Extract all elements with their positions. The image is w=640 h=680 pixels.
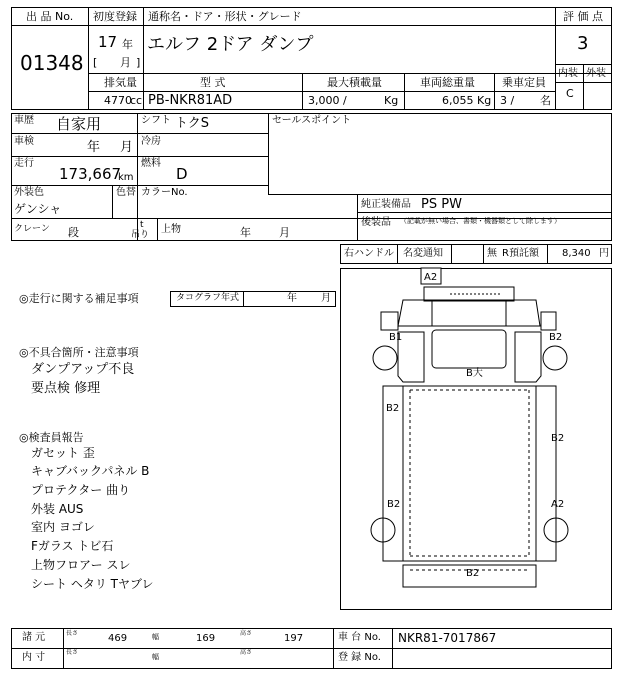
mileage-value: 173,667 bbox=[59, 165, 122, 183]
interior-height-label: 高さ bbox=[240, 649, 253, 656]
year-unit: 年 bbox=[122, 38, 133, 51]
inspector-line: 上物フロアー スレ bbox=[31, 558, 131, 572]
inspector-line: Fガラス トビ石 bbox=[31, 539, 114, 553]
max-load-label: 最大積載量 bbox=[327, 76, 382, 89]
capacity-label: 乗車定員 bbox=[502, 76, 546, 89]
cab-panel bbox=[432, 330, 506, 368]
displacement: 4770 bbox=[104, 94, 132, 107]
lot-number: 01348 bbox=[20, 51, 84, 75]
model-type-label: 型 式 bbox=[200, 76, 226, 89]
color-value: ゲンシャ bbox=[14, 202, 62, 216]
defect-line: ダンプアップ不良 bbox=[31, 362, 135, 377]
bed-year-unit: 年 bbox=[240, 226, 251, 239]
cab-roof bbox=[424, 287, 514, 301]
damage-label: B大 bbox=[466, 368, 483, 379]
interior-width-label: 幅 bbox=[152, 653, 159, 661]
inspection-label: 車検 bbox=[14, 136, 34, 147]
shift-value: トクS bbox=[175, 116, 209, 131]
aftermarket-note: （記載が無い場合、書類・機器類として除します） bbox=[400, 217, 561, 225]
max-load: 3,000 / bbox=[308, 94, 347, 107]
model-heading: 通称名・ドア・形状・グレード bbox=[148, 10, 302, 23]
r-tax-label: R預託額 bbox=[502, 248, 539, 259]
model-name: エルフ 2ドア ダンプ bbox=[147, 34, 314, 55]
aircon-label: 冷房 bbox=[141, 136, 161, 147]
tacho-year-unit: 年 bbox=[287, 293, 297, 304]
crane-label: クレーン bbox=[14, 224, 50, 234]
color-no-heading: カラーNo. bbox=[141, 187, 188, 198]
color-label: 外装色 bbox=[14, 187, 44, 198]
damage-label: B2 bbox=[387, 499, 401, 510]
length-value: 469 bbox=[108, 633, 128, 644]
displacement-label: 排気量 bbox=[104, 76, 137, 89]
cab-front bbox=[398, 300, 540, 326]
defect-line: 要点検 修理 bbox=[31, 381, 101, 396]
exterior-label: 外装 bbox=[586, 68, 606, 79]
inspector-heading: ◎検査員報告 bbox=[19, 431, 84, 444]
gross-weight-unit: Kg bbox=[477, 94, 492, 107]
month-bracket-right: ] bbox=[136, 56, 141, 69]
score-label: 評 価 点 bbox=[563, 10, 603, 23]
yen-unit: 円 bbox=[599, 248, 609, 259]
inspector-line: ガセット 歪 bbox=[31, 446, 95, 460]
inspection-month-unit: 月 bbox=[120, 140, 134, 155]
history-label: 車歴 bbox=[14, 115, 34, 126]
crane-stage: 段 bbox=[68, 226, 79, 239]
kg-unit: Kg bbox=[384, 94, 399, 107]
width-value: 169 bbox=[196, 633, 216, 644]
month-unit: 月 bbox=[120, 56, 131, 69]
interior-grade: C bbox=[566, 87, 574, 100]
bed-label: 上物 bbox=[161, 224, 181, 235]
capacity: 3 / bbox=[500, 94, 515, 107]
damage-label: B1 bbox=[389, 332, 403, 343]
damage-label: B2 bbox=[551, 433, 565, 444]
front-left-wheel bbox=[373, 346, 397, 370]
none-mark: 無 bbox=[487, 248, 497, 259]
lot-label: 出 品 No. bbox=[26, 10, 74, 23]
color-change-label: 色替 bbox=[116, 187, 136, 198]
inspector-line: シート ヘタリ Tヤブレ bbox=[31, 577, 154, 591]
tachograph-label: タコグラフ年式 bbox=[176, 293, 240, 303]
mileage-label: 走行 bbox=[14, 158, 34, 169]
tacho-month-unit: 月 bbox=[321, 293, 331, 304]
sales-point-label: セールスポイント bbox=[272, 115, 352, 126]
bed-month-unit: 月 bbox=[279, 226, 290, 239]
chassis-value: NKR81-7017867 bbox=[398, 631, 497, 645]
inspection-year-unit: 年 bbox=[87, 140, 101, 155]
model-type: PB-NKR81AD bbox=[148, 93, 233, 108]
front-right-wheel bbox=[543, 346, 567, 370]
inspector-line: プロテクター 曲り bbox=[31, 483, 131, 497]
interior-dims-label: 内 寸 bbox=[22, 652, 46, 663]
interior-label: 内装 bbox=[558, 68, 578, 79]
history-value: 自家用 bbox=[56, 115, 102, 133]
equipment-label: 純正装備品 bbox=[361, 199, 411, 210]
fuel-label: 燃料 bbox=[141, 158, 161, 169]
first-reg-label: 初度登録 bbox=[93, 10, 137, 23]
gross-weight-label: 車両総重量 bbox=[420, 76, 475, 89]
dimensions-label: 諸 元 bbox=[22, 632, 46, 643]
chassis-label: 車 台 No. bbox=[338, 632, 381, 643]
cargo-bed bbox=[403, 386, 536, 561]
gross-weight: 6,055 bbox=[442, 94, 474, 107]
inspector-line: キャブバックパネル B bbox=[31, 464, 150, 478]
width-label: 幅 bbox=[152, 633, 159, 641]
inspector-line: 室内 ヨゴレ bbox=[31, 520, 95, 534]
length-label: 長さ bbox=[66, 630, 79, 637]
km-unit: km bbox=[118, 172, 134, 183]
damage-label: B2 bbox=[386, 403, 400, 414]
r-tax-value: 8,340 bbox=[562, 248, 591, 259]
crane-lift: 吊り bbox=[131, 230, 150, 240]
height-value: 197 bbox=[284, 633, 304, 644]
damage-label: A2 bbox=[551, 499, 565, 510]
registration-label: 登 録 No. bbox=[338, 652, 381, 663]
name-change-label: 名変通知 bbox=[403, 248, 443, 259]
interior-length-label: 長さ bbox=[66, 649, 79, 656]
defects-heading: ◎不具合箇所・注意事項 bbox=[19, 346, 139, 359]
height-label: 高さ bbox=[240, 630, 253, 637]
damage-label: B2 bbox=[549, 332, 563, 343]
damage-label: A2 bbox=[424, 272, 438, 283]
fuel-value: D bbox=[176, 165, 188, 183]
month-bracket-left: [ bbox=[93, 56, 98, 69]
cc-unit: cc bbox=[130, 94, 143, 107]
rhd-label: 右ハンドル bbox=[344, 248, 394, 259]
damage-label: B2 bbox=[466, 568, 480, 579]
aftermarket-label: 後装品 bbox=[361, 217, 391, 228]
crane-ton: t bbox=[140, 220, 144, 230]
shift-label: シフト bbox=[141, 115, 171, 126]
first-reg-year: 17 bbox=[98, 33, 118, 51]
equipment-value: PS PW bbox=[421, 197, 462, 212]
score-value: 3 bbox=[577, 33, 589, 54]
driving-heading: ◎走行に関する補足事項 bbox=[19, 292, 139, 305]
inspector-line: 外装 AUS bbox=[31, 502, 84, 516]
capacity-unit: 名 bbox=[540, 94, 551, 107]
